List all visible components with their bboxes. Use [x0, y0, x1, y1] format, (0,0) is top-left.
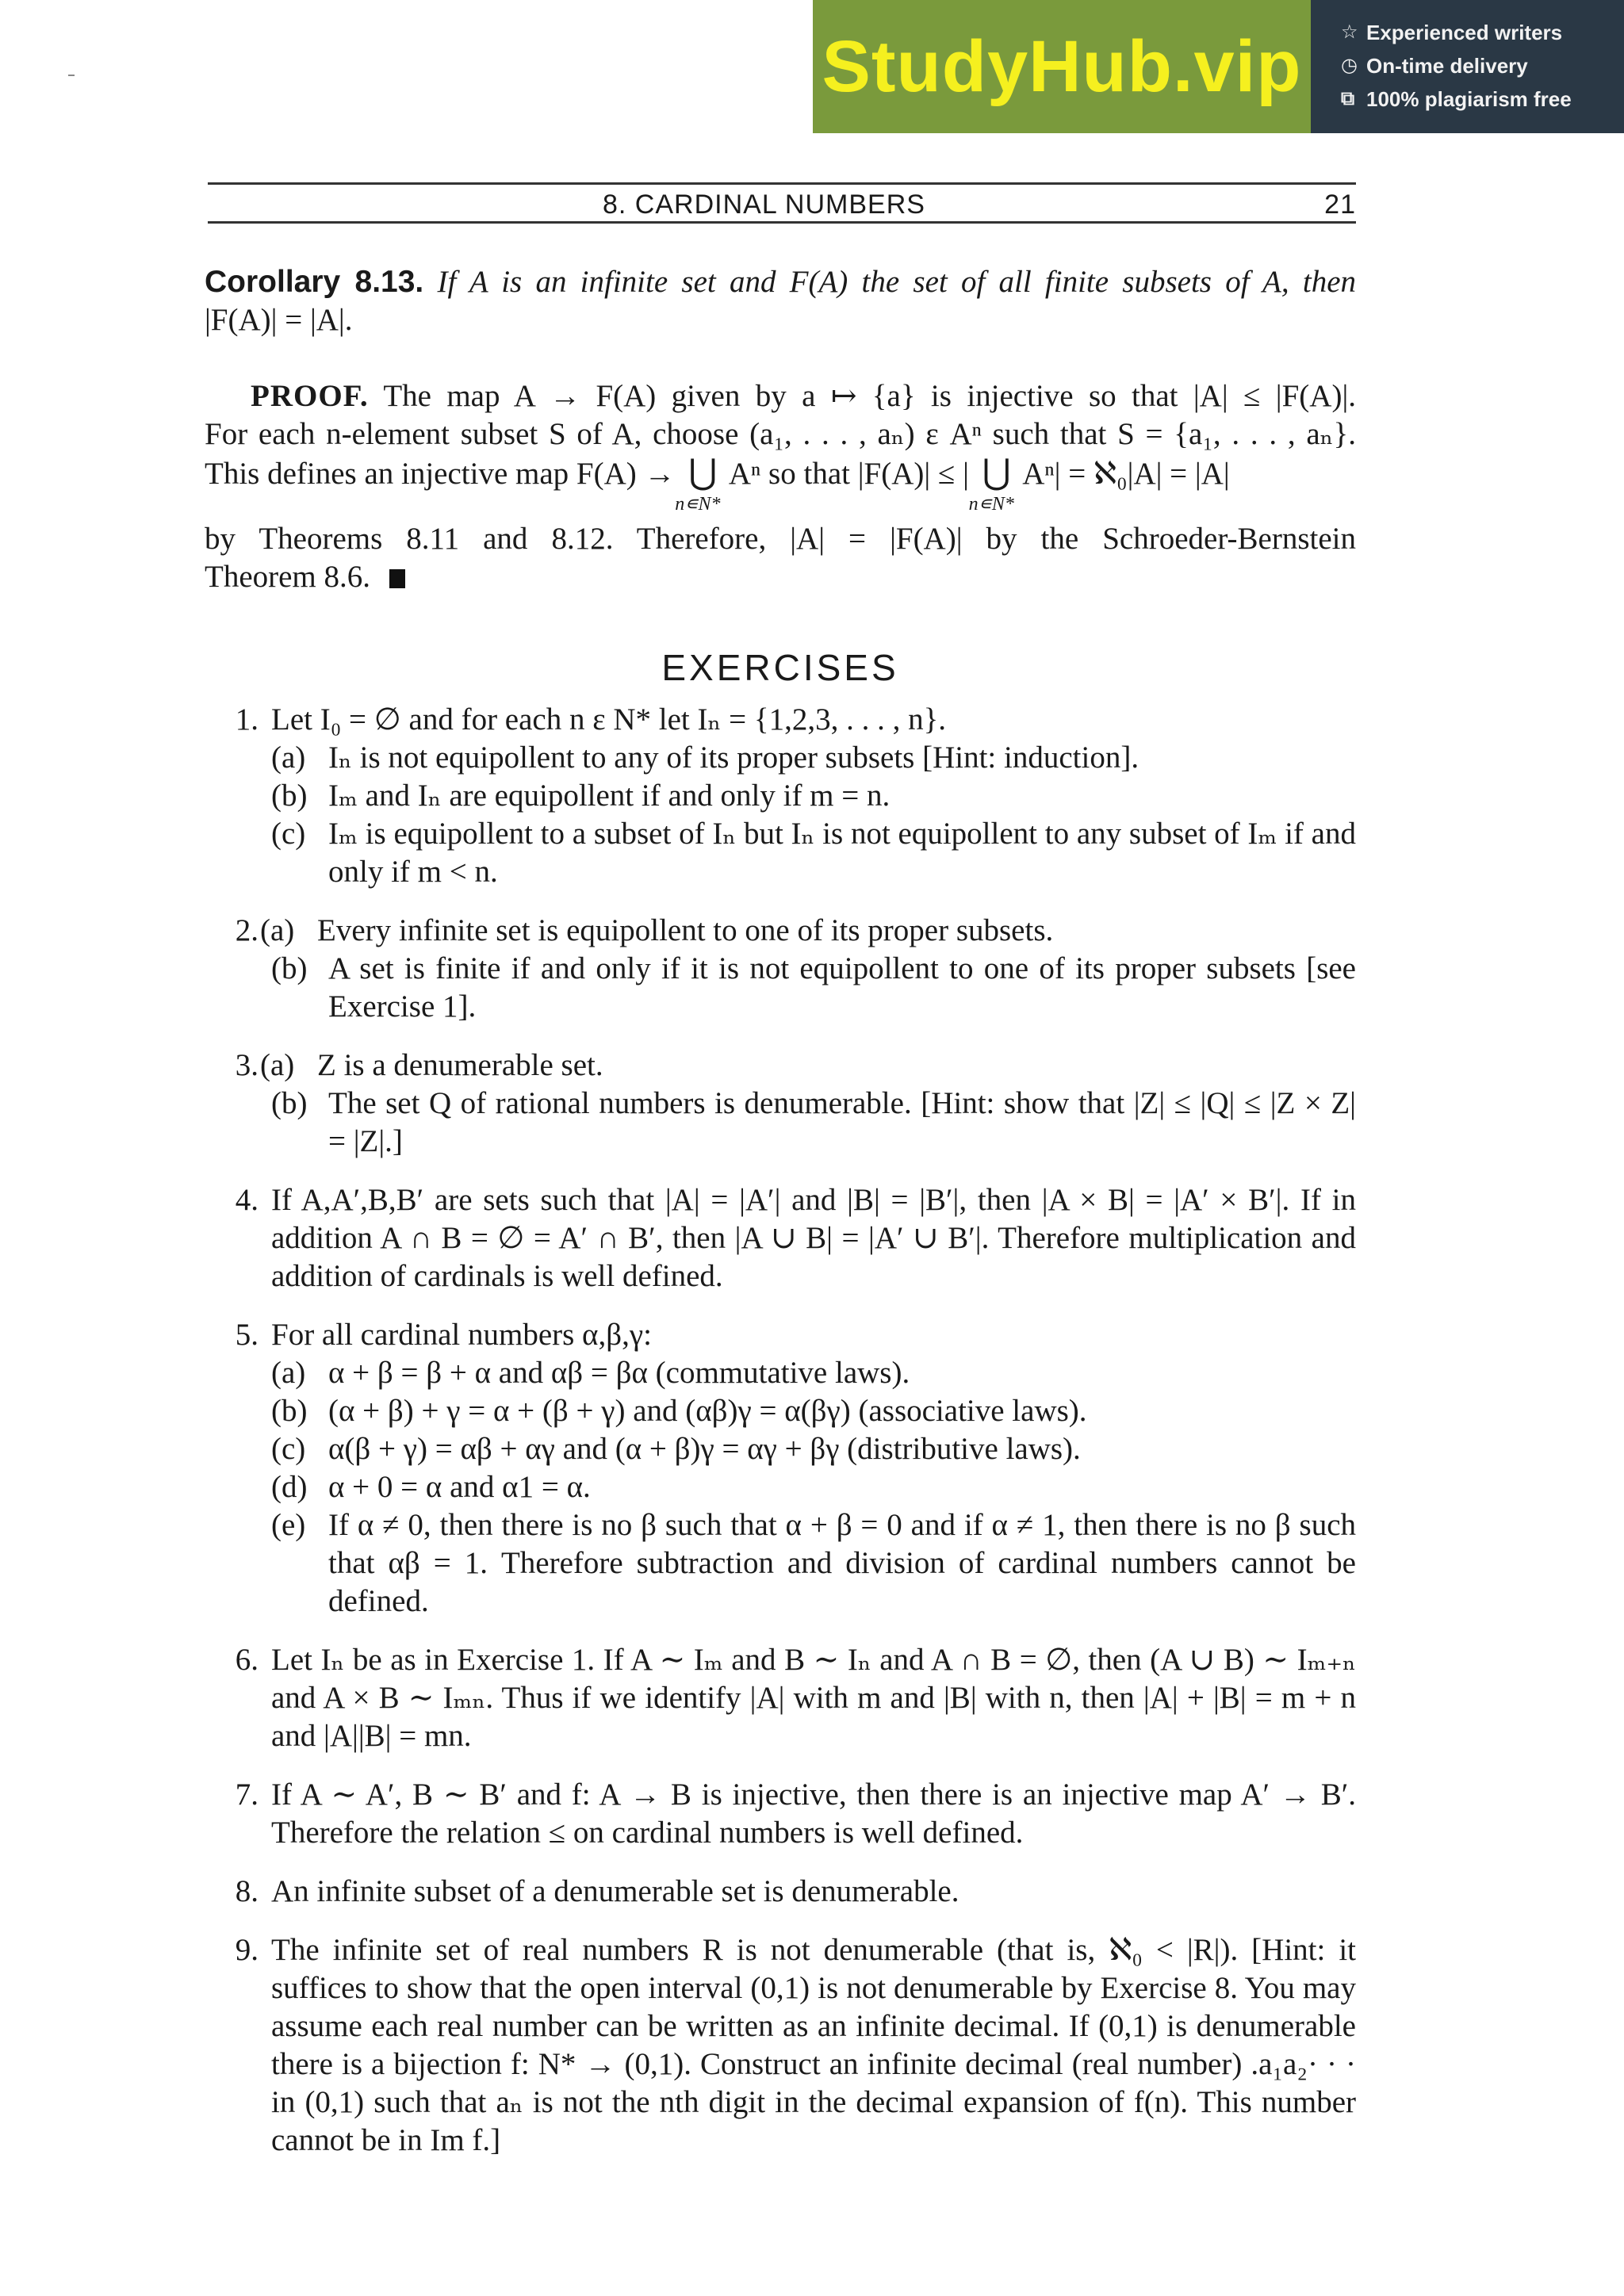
exercise-body	[260, 912, 1356, 1026]
exercise-body	[271, 1641, 1356, 1755]
proof-text: Aⁿ so that |F(A)| ≤ |	[722, 457, 977, 491]
page-content	[205, 263, 1356, 2160]
exercise-part-text: If α ≠ 0, then there is no β such that α + β = 0 and if α ≠ 1, then there is no β such that αβ = 1. Therefore subtraction and division of cardinal numbers cannot be defined.	[328, 1508, 1356, 1618]
exercise-item	[205, 1776, 1356, 1852]
exercise-part-text: Z is a denumerable set.	[317, 1048, 603, 1082]
exercise-part	[260, 912, 1356, 950]
scan-mark	[68, 75, 75, 76]
exercise-number: 2.	[235, 913, 259, 947]
exercise-body	[271, 1873, 1356, 1911]
exercise-part-text: Iₘ and Iₙ are equipollent if and only if m = n.	[328, 779, 891, 813]
feature-item	[1341, 49, 1624, 82]
exercise-item	[205, 912, 1356, 1026]
proof-text: This defines an injective map F(A) →	[205, 457, 684, 491]
exercise-number: 8.	[235, 1874, 259, 1908]
exercise-text: Let Iₙ be as in Exercise 1. If A ∼ Iₘ and B ∼ Iₙ and A ∩ B = ∅, then (A ∪ B) ∼ Iₘ₊ₙ and A × B ∼ Iₘₙ. Thus if we identify |A| with m and |B| with n, then |A| + |B| = m + n and |A||B| = mn.	[271, 1643, 1356, 1753]
proof-text: Aⁿ| = ℵ₀|A| = |A|	[1016, 457, 1230, 491]
feature-item	[1341, 82, 1624, 116]
exercise-part-label: (b)	[271, 1086, 308, 1120]
banner-features	[1311, 0, 1624, 133]
exercise-text: For all cardinal numbers α,β,γ:	[271, 1318, 652, 1352]
exercise-part-text: Every infinite set is equipollent to one of its proper subsets.	[317, 913, 1054, 947]
qed-square-icon	[389, 569, 405, 588]
exercise-item	[205, 1047, 1356, 1161]
star-icon: ☆	[1341, 21, 1358, 43]
exercise-part-label: (b)	[271, 1394, 308, 1428]
page-number: 21	[1324, 189, 1356, 220]
exercise-part-label: (a)	[271, 740, 306, 775]
proof-line	[205, 377, 1356, 415]
banner-logo-area[interactable]	[813, 0, 1311, 133]
exercise-part-label: (e)	[271, 1508, 306, 1542]
exercise-part-label: (d)	[271, 1470, 308, 1504]
exercise-part	[271, 1468, 1356, 1506]
exercise-part-text: Iₘ is equipollent to a subset of Iₙ but Iₙ is not equipollent to any subset of Iₘ if and only if m < n.	[328, 817, 1356, 889]
feature-label: Experienced writers	[1366, 21, 1563, 44]
exercise-list	[205, 701, 1356, 2160]
exercise-part-label: (b)	[271, 779, 308, 813]
exercise-part-label: (c)	[271, 817, 306, 851]
feature-item	[1341, 16, 1624, 49]
union-symbol: ⋃	[688, 453, 718, 492]
running-head	[208, 182, 1356, 224]
exercise-part-text: Iₙ is not equipollent to any of its proper subsets [Hint: induction].	[328, 740, 1139, 775]
studyhub-logo[interactable]: StudyHub.vip	[822, 25, 1302, 107]
proof-text: Theorem 8.6.	[205, 560, 371, 594]
exercise-text: If A ∼ A′, B ∼ B′ and f: A → B is injective, then there is an injective map A′ → B′. Therefore the relation ≤ on cardinal numbers is well defined.	[271, 1777, 1356, 1850]
exercise-number: 1.	[235, 702, 259, 737]
exercise-number: 6.	[235, 1643, 259, 1677]
corollary-label: Corollary 8.13.	[205, 265, 424, 299]
exercise-part-text: α + 0 = α and α1 = α.	[328, 1470, 591, 1504]
exercise-part-label: (c)	[271, 1432, 306, 1466]
corollary	[205, 263, 1356, 301]
exercise-part	[271, 1354, 1356, 1392]
proof-label: PROOF.	[251, 379, 369, 413]
exercise-part-text: A set is finite if and only if it is not equipollent to one of its proper subsets [see Exercise 1].	[328, 951, 1356, 1024]
exercise-number: 9.	[235, 1933, 259, 1967]
proof-line: For each n-element subset S of A, choose (a₁, . . . , aₙ) ε Aⁿ such that S = {a₁, . . . , aₙ}.	[205, 417, 1356, 451]
exercise-body	[271, 1776, 1356, 1852]
exercise-part-label: (a)	[260, 913, 295, 947]
exercise-part-label: (a)	[260, 1048, 295, 1082]
exercise-part-label: (b)	[271, 951, 308, 985]
exercise-part	[271, 815, 1356, 891]
exercise-number: 3.	[235, 1048, 259, 1082]
exercise-item	[205, 1181, 1356, 1295]
exercise-text: The infinite set of real numbers R is not denumerable (that is, ℵ₀ < |R|). [Hint: it suffices to show that the open interval (0,1) is not denumerable by Exercise 8. You may assume each real number can be written as an infinite decimal. If (0,1) is denumerable there is a bijection f: N* → (0,1). Construct an infinite decimal (real number) .a₁a₂· · · in (0,1) such that aₙ is not the nth digit in the decimal expansion of f(n). This number cannot be in Im f.]	[271, 1933, 1356, 2157]
corollary-statement-end: |F(A)| = |A|.	[205, 303, 353, 337]
corollary-statement: If A is an infinite set and F(A) the set of all finite subsets of A, then	[437, 265, 1357, 299]
exercise-text: An infinite subset of a denumerable set is denumerable.	[271, 1874, 959, 1908]
proof-text: The map A → F(A) given by a ↦ {a} is injective so that |A| ≤ |F(A)|.	[383, 379, 1356, 413]
exercise-part	[260, 1047, 1356, 1085]
exercise-item	[205, 1641, 1356, 1755]
exercise-body	[271, 1931, 1356, 2160]
proof-line: by Theorems 8.11 and 8.12. Therefore, |A| = |F(A)| by the Schroeder-Bernstein	[205, 522, 1356, 556]
exercise-part	[271, 950, 1356, 1026]
exercise-body	[271, 1316, 1356, 1621]
exercise-part	[271, 1392, 1356, 1430]
union-subscript: n∊N*	[675, 494, 721, 515]
exercise-body	[271, 1181, 1356, 1295]
exercise-text: If A,A′,B,B′ are sets such that |A| = |A′| and |B| = |B′|, then |A × B| = |A′ × B′|. If in addition A ∩ B = ∅ = A′ ∩ B′, then |A ∪ B| = |A′ ∪ B′|. Therefore multiplication and addition of cardinals is well defined.	[271, 1183, 1356, 1293]
ad-banner[interactable]	[813, 0, 1624, 133]
union-subscript: n∊N*	[968, 494, 1014, 515]
feature-label: 100% plagiarism free	[1366, 87, 1572, 111]
exercise-body	[260, 1047, 1356, 1161]
exercise-body	[271, 701, 1356, 891]
exercise-part	[271, 1506, 1356, 1621]
exercise-part-text: α + β = β + α and αβ = βα (commutative laws).	[328, 1356, 910, 1390]
exercise-item	[205, 701, 1356, 891]
exercise-part-label: (a)	[271, 1356, 306, 1390]
exercise-number: 5.	[235, 1318, 259, 1352]
exercise-item	[205, 1873, 1356, 1911]
exercise-text: Let I₀ = ∅ and for each n ε N* let Iₙ = {1,2,3, . . . , n}.	[271, 702, 947, 737]
exercise-part	[271, 739, 1356, 777]
exercise-part	[271, 777, 1356, 815]
exercise-item	[205, 1931, 1356, 2160]
chapter-title: 8. CARDINAL NUMBERS	[603, 189, 925, 220]
exercise-number: 7.	[235, 1777, 259, 1812]
exercise-part	[271, 1430, 1356, 1468]
clock-icon: ◷	[1341, 55, 1358, 76]
exercise-part-text: The set Q of rational numbers is denumerable. [Hint: show that |Z| ≤ |Q| ≤ |Z × Z| = |Z|.]	[328, 1086, 1356, 1158]
exercise-part-text: α(β + γ) = αβ + αγ and (α + β)γ = αγ + βγ (distributive laws).	[328, 1432, 1081, 1466]
exercise-part	[271, 1085, 1356, 1161]
copy-icon: ⧉	[1341, 88, 1355, 109]
exercise-item	[205, 1316, 1356, 1621]
union-symbol: ⋃	[982, 453, 1011, 492]
exercises-heading: EXERCISES	[661, 647, 899, 688]
proof-map-line	[205, 453, 1356, 520]
exercise-part-text: (α + β) + γ = α + (β + γ) and (αβ)γ = α(βγ) (associative laws).	[328, 1394, 1087, 1428]
proof-line	[205, 558, 1356, 596]
exercise-number: 4.	[235, 1183, 259, 1217]
feature-label: On-time delivery	[1366, 54, 1528, 78]
